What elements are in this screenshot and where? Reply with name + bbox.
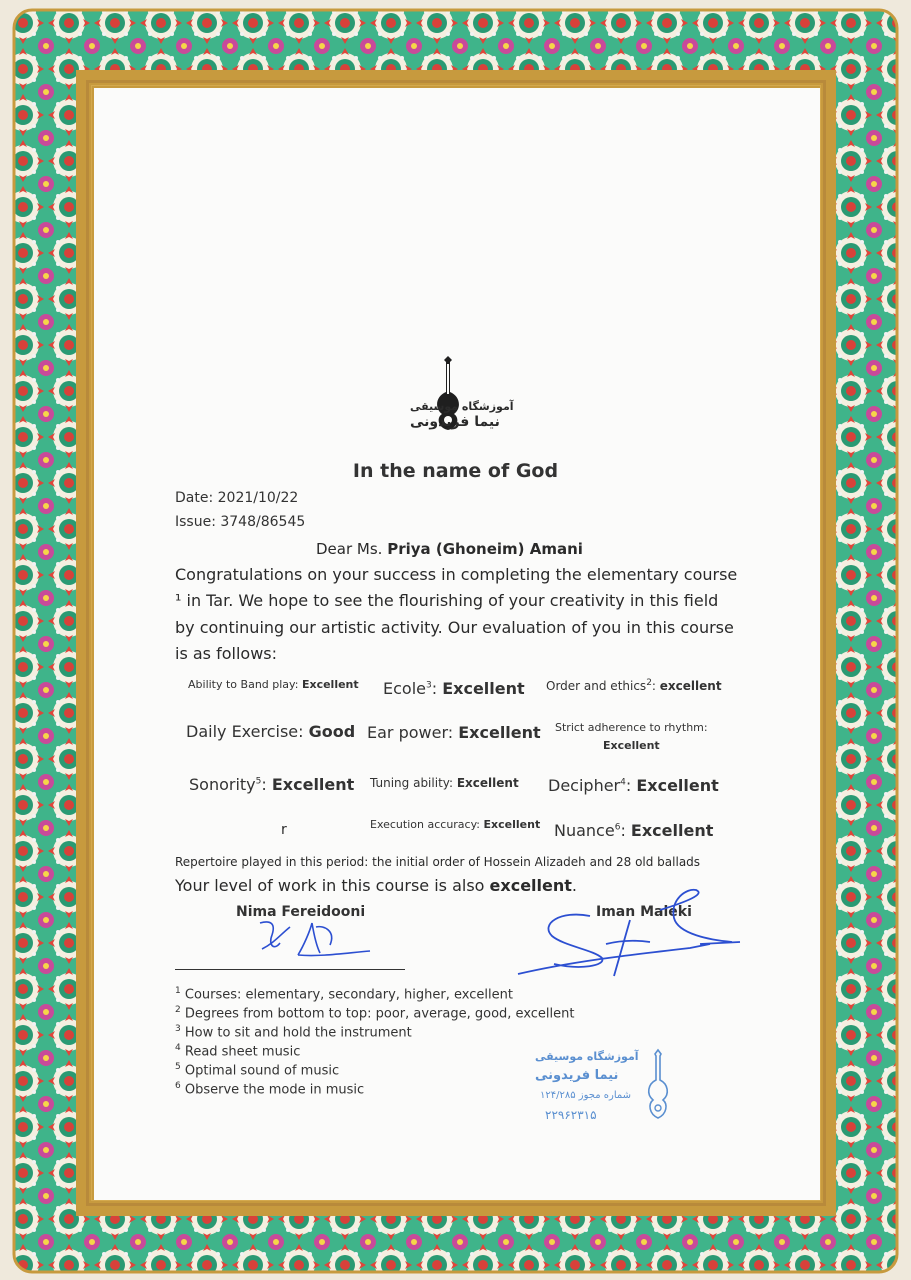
eval-label: Ability to Band play: — [188, 678, 302, 691]
body-line-2: ¹ in Tar. We hope to see the flourishing of your creativity in this field — [175, 591, 719, 610]
eval-value: Excellent — [458, 723, 541, 742]
repertoire-text: Repertoire played in this period: the initial order of Hossein Alizadeh and 28 old ballads — [175, 855, 701, 869]
footnote-number: 4 — [175, 1043, 181, 1053]
eval-ear-power — [367, 723, 541, 742]
stamp-line4: ۲۲۹۶۲۳۱۵ — [545, 1108, 597, 1122]
eval-value: Excellent — [442, 679, 525, 698]
footnote-text: Optimal sound of music — [180, 1063, 340, 1079]
footnote-text: Read sheet music — [180, 1044, 301, 1060]
eval-value: Excellent — [603, 739, 660, 752]
logo-text-line1: آموزشگاه موسیقی — [410, 400, 514, 413]
footnote-ref: 5 — [255, 776, 262, 787]
issue-date: Date: 2021/10/22 — [175, 490, 299, 506]
eval-sep: : — [431, 679, 443, 698]
stamp-tar-icon — [638, 1046, 678, 1126]
footnote-text: Degrees from bottom to top: poor, average, good, excellent — [180, 1006, 575, 1022]
eval-value: Excellent — [271, 775, 355, 794]
footnote-ref: 4 — [620, 777, 626, 788]
eval-value: Excellent — [301, 678, 359, 691]
eval-value: Excellent — [483, 818, 541, 831]
signature-left-icon — [250, 915, 380, 965]
eval-value: Excellent — [636, 776, 719, 795]
issue-number: Issue: 3748/86545 — [175, 514, 306, 530]
stray-mark: r — [281, 822, 287, 838]
level-value: excellent — [489, 876, 572, 895]
eval-sep: : — [651, 679, 660, 693]
eval-label: Decipher — [548, 776, 621, 795]
eval-label: Execution accuracy: — [370, 818, 484, 831]
recipient-name: Priya (Ghoneim) Amani — [387, 540, 583, 558]
eval-label: Daily Exercise: — [186, 722, 309, 741]
eval-label: Nuance — [554, 821, 615, 840]
footnote-divider — [175, 969, 405, 970]
eval-value: Excellent — [630, 821, 714, 840]
page-title: In the name of God — [352, 460, 559, 482]
eval-nuance — [554, 821, 713, 840]
footnote-ref: 3 — [425, 680, 432, 691]
eval-rhythm — [555, 721, 708, 734]
stamp-line1: آموزشگاه موسیقی — [535, 1050, 639, 1063]
stamp-line3: شماره مجوز ۱۲۴/۲۸۵ — [540, 1090, 632, 1101]
logo-text-line2: نیما فریدونی — [410, 414, 500, 430]
eval-execution — [370, 818, 540, 831]
eval-label: Order and ethics — [546, 679, 647, 693]
eval-label: Strict adherence to rhythm: — [555, 721, 708, 734]
eval-order-ethics — [546, 678, 722, 693]
footnote-number: 1 — [175, 986, 181, 996]
eval-label: Ecole — [383, 679, 426, 698]
eval-value: Good — [308, 722, 356, 741]
eval-sep: : — [261, 775, 272, 794]
greeting — [316, 540, 583, 558]
stamp-line2: نیما فریدونی — [535, 1068, 619, 1083]
footnote-text: How to sit and hold the instrument — [180, 1025, 412, 1041]
eval-ecole — [383, 679, 525, 698]
eval-sep: : — [625, 776, 637, 795]
footnote-number: 6 — [175, 1081, 181, 1091]
eval-label: Sonority — [189, 775, 256, 794]
footnote-6 — [175, 1077, 364, 1099]
footnote-number: 2 — [175, 1005, 181, 1015]
eval-decipher — [548, 776, 719, 795]
level-prefix: Your level of work in this course is also — [175, 876, 490, 895]
signatory-left: Nima Fereidooni — [236, 904, 366, 920]
eval-label: Ear power: — [367, 723, 459, 742]
eval-tuning — [370, 776, 519, 790]
signatory-right: Iman Maleki — [596, 904, 692, 920]
body-line-3: by continuing our artistic activity. Our evaluation of you in this course — [175, 618, 734, 637]
eval-rhythm-value — [603, 739, 660, 752]
greeting-prefix: Dear Ms. — [316, 540, 388, 558]
body-line-1: Congratulations on your success in completing the elementary course — [175, 565, 738, 584]
body-line-4: is as follows: — [175, 644, 278, 663]
signature-right-icon — [510, 880, 750, 980]
footnote-number: 3 — [175, 1024, 181, 1034]
footnote-ref: 2 — [646, 678, 652, 688]
footnote-text: Observe the mode in music — [180, 1082, 365, 1098]
eval-daily-exercise — [186, 722, 355, 741]
eval-sep: : — [620, 821, 631, 840]
eval-label: Tuning ability: — [370, 776, 457, 790]
eval-value: Excellent — [456, 776, 519, 790]
footnote-ref: 6 — [614, 822, 621, 833]
eval-value: excellent — [659, 679, 722, 693]
eval-sonority — [189, 775, 354, 794]
eval-band-play — [188, 678, 359, 691]
footnote-number: 5 — [175, 1062, 181, 1072]
footnote-text: Courses: elementary, secondary, higher, excellent — [180, 987, 513, 1003]
level-suffix: . — [571, 876, 578, 895]
